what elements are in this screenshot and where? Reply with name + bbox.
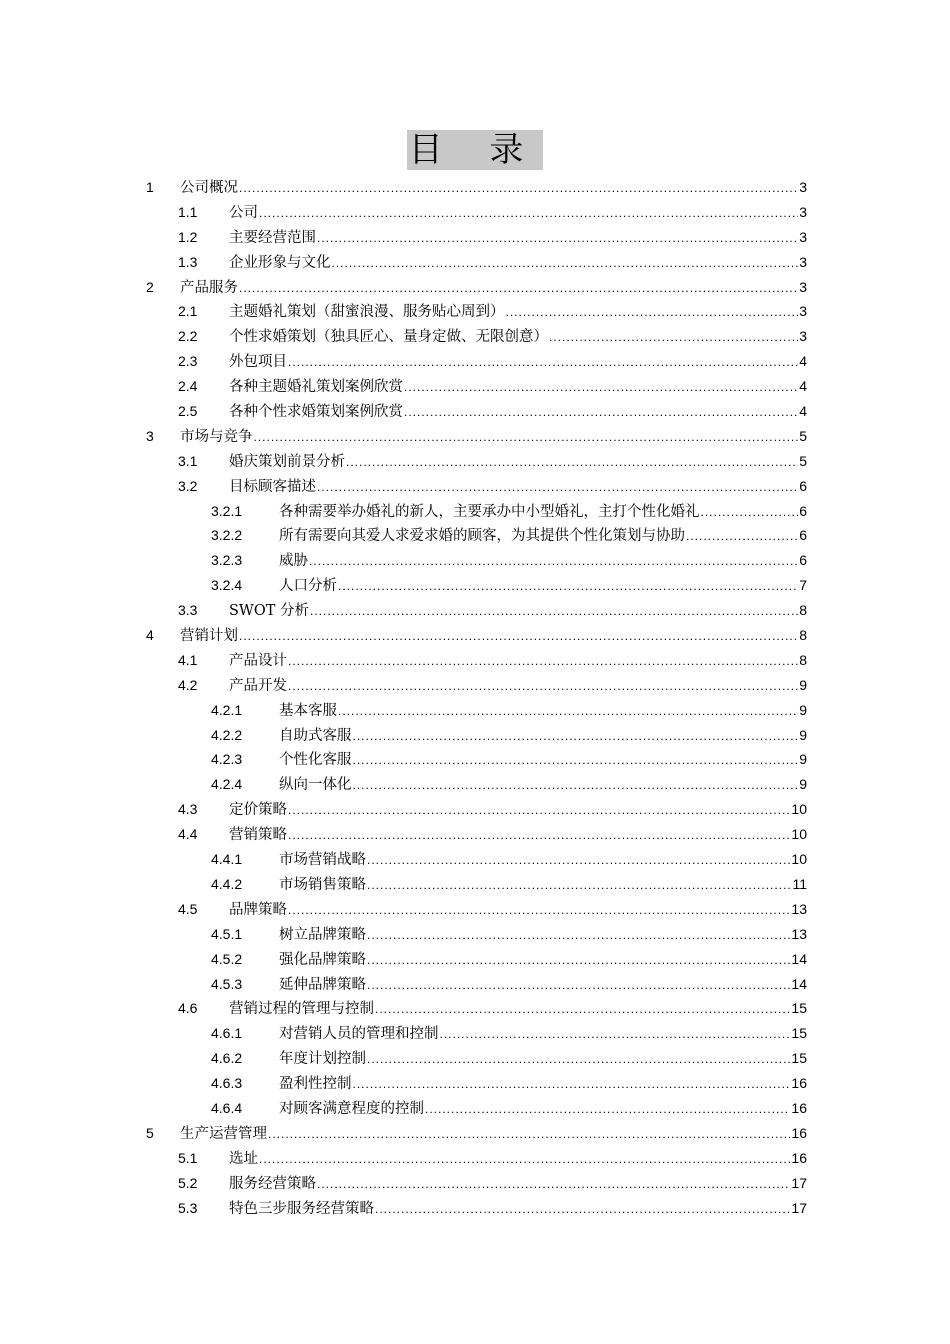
toc-entry-number: 3.2.4 [211, 577, 243, 594]
toc-entry-line [279, 1046, 807, 1072]
toc-entry-line [229, 399, 807, 425]
toc-entry-page-number: 13 [791, 925, 807, 942]
toc-entry-title: 品牌策略 [229, 901, 287, 918]
toc-entry-page-number: 16 [791, 1149, 807, 1166]
toc-entry-line [229, 474, 807, 500]
toc-entry-line [279, 1096, 807, 1122]
toc-entry-number: 5.1 [178, 1149, 198, 1166]
toc-entry-line [229, 299, 807, 325]
toc-entry[interactable] [0, 374, 950, 399]
toc-entry-page-number: 4 [799, 378, 807, 395]
toc-entry-page-number: 13 [791, 900, 807, 917]
toc-entry-page-number: 15 [791, 1025, 807, 1042]
toc-entry-title: 产品服务 [180, 279, 238, 296]
toc-entry-page-number: 17 [791, 1199, 807, 1216]
toc-entry-title: 对营销人员的管理和控制 [279, 1026, 439, 1043]
dot-leader [332, 251, 799, 276]
toc-entry-page-number: 16 [791, 1099, 807, 1116]
toc-entry-title: 所有需要向其爱人求爱求婚的顾客，为其提供个性化策划与协助 [279, 528, 685, 545]
toc-entry-line [229, 349, 807, 375]
dot-leader [239, 176, 798, 201]
toc-entry-title: 市场营销战略 [279, 852, 366, 869]
toc-entry-line [279, 1021, 807, 1047]
toc-entry-line [180, 275, 807, 301]
toc-entry-title: 基本客服 [279, 702, 337, 719]
toc-entry[interactable] [0, 1196, 950, 1221]
toc-entry-page-number: 14 [791, 950, 807, 967]
toc-entry-number: 1 [146, 179, 154, 195]
toc-entry-number: 3.3 [178, 602, 198, 619]
dot-leader [367, 1047, 790, 1072]
toc-entry[interactable] [0, 225, 950, 250]
toc-entry-title: 个性化客服 [279, 752, 352, 769]
toc-entry-title: 产品开发 [229, 677, 287, 694]
toc-entry-line [279, 747, 807, 773]
toc-entry[interactable] [0, 424, 950, 449]
toc-entry-page-number: 10 [791, 801, 807, 818]
dot-leader [338, 574, 798, 599]
toc-entry-page-number: 14 [791, 975, 807, 992]
toc-entry-line [279, 872, 807, 898]
toc-entry-page-number: 4 [799, 353, 807, 370]
toc-entry-number: 4.6.3 [211, 1075, 243, 1092]
toc-entry-line [180, 175, 807, 201]
toc-entry[interactable] [0, 947, 950, 972]
toc-entry-number: 4.2.4 [211, 776, 243, 793]
toc-entry-title: 主题婚礼策划（甜蜜浪漫、服务贴心周到） [229, 304, 505, 321]
toc-entry-number: 3.2.2 [211, 527, 243, 544]
toc-title-text: 目 录 [408, 130, 542, 170]
dot-leader [288, 898, 790, 923]
toc-entry[interactable] [0, 1171, 950, 1196]
toc-entry-title: 个性求婚策划（独具匠心、量身定做、无限创意） [229, 329, 548, 346]
toc-entry-line [229, 1171, 807, 1197]
dot-leader [317, 226, 798, 251]
toc-entry-number: 4.2.1 [211, 701, 243, 718]
dot-leader [309, 549, 798, 574]
toc-entry-number: 2.4 [178, 378, 198, 395]
toc-entry-page-number: 8 [799, 627, 807, 644]
dot-leader [317, 475, 798, 500]
toc-entry-title: 树立品牌策略 [279, 926, 366, 943]
toc-entry-line [279, 947, 807, 973]
dot-leader [367, 848, 790, 873]
toc-entry-title: 生产运营管理 [180, 1125, 267, 1142]
toc-entry-title: 营销过程的管理与控制 [229, 1001, 374, 1018]
toc-entry-line [279, 573, 807, 599]
toc-entry-page-number: 9 [799, 751, 807, 768]
toc-entry-title: 人口分析 [279, 578, 337, 595]
toc-entry-number: 1.2 [178, 228, 198, 245]
toc-entry-line [279, 723, 807, 749]
toc-entry[interactable] [0, 872, 950, 897]
toc-entry-number: 4.4 [178, 826, 198, 843]
toc-entry-title: 盈利性控制 [279, 1076, 352, 1093]
dot-leader [239, 276, 798, 301]
table-of-contents [0, 175, 950, 1220]
toc-entry-number: 4.6.1 [211, 1025, 243, 1042]
toc-entry-page-number: 9 [799, 776, 807, 793]
toc-entry[interactable] [0, 349, 950, 374]
dot-leader [268, 1122, 790, 1147]
toc-entry-page-number: 3 [799, 179, 807, 195]
toc-entry[interactable] [0, 449, 950, 474]
dot-leader [259, 201, 798, 226]
toc-entry-title: 各种个性求婚策划案例欣赏 [229, 404, 403, 421]
toc-entry-number: 4.5.2 [211, 950, 243, 967]
toc-entry-number: 4.5.3 [211, 975, 243, 992]
toc-entry[interactable] [0, 1096, 950, 1121]
toc-entry-line [279, 922, 807, 948]
toc-entry-page-number: 6 [799, 477, 807, 494]
toc-entry-title: 年度计划控制 [279, 1051, 366, 1068]
toc-entry-page-number: 3 [799, 253, 807, 270]
dot-leader [259, 1147, 790, 1172]
toc-entry[interactable] [0, 623, 950, 648]
toc-entry-title: 特色三步服务经营策略 [229, 1200, 374, 1217]
toc-entry-line [229, 822, 807, 848]
toc-entry-line [229, 1196, 807, 1222]
toc-entry[interactable] [0, 324, 950, 349]
toc-entry-title: 公司概况 [180, 180, 238, 196]
toc-entry-number: 5 [146, 1124, 154, 1141]
toc-entry-page-number: 3 [799, 278, 807, 295]
toc-entry-page-number: 6 [799, 502, 807, 519]
dot-leader [506, 300, 799, 325]
toc-entry-title: 纵向一体化 [279, 777, 352, 794]
toc-entry-page-number: 9 [799, 676, 807, 693]
toc-entry[interactable] [0, 723, 950, 748]
toc-entry-page-number: 16 [791, 1075, 807, 1092]
toc-entry[interactable] [0, 548, 950, 573]
toc-entry-number: 2.2 [178, 328, 198, 345]
toc-entry[interactable] [0, 1121, 950, 1146]
toc-entry-number: 3 [146, 427, 154, 444]
toc-entry-line [279, 698, 807, 724]
dot-leader [353, 773, 799, 798]
dot-leader [239, 624, 798, 649]
dot-leader [404, 400, 798, 425]
toc-entry[interactable] [0, 972, 950, 997]
toc-entry-number: 3.1 [178, 452, 198, 469]
toc-entry-number: 3.2.3 [211, 552, 243, 569]
dot-leader [288, 798, 790, 823]
toc-entry[interactable] [0, 1021, 950, 1046]
toc-entry-number: 4.2 [178, 676, 198, 693]
toc-entry-page-number: 17 [791, 1174, 807, 1191]
toc-entry-number: 1.3 [178, 253, 198, 270]
toc-entry[interactable] [0, 200, 950, 225]
toc-entry-number: 4.3 [178, 801, 198, 818]
dot-leader [375, 997, 790, 1022]
toc-entry-title: 对顾客满意程度的控制 [279, 1100, 424, 1117]
dot-leader [353, 748, 799, 773]
toc-entry[interactable] [0, 922, 950, 947]
toc-entry-page-number: 6 [799, 552, 807, 569]
toc-entry-page-number: 15 [791, 1050, 807, 1067]
toc-entry-line [229, 897, 807, 923]
toc-entry[interactable] [0, 573, 950, 598]
toc-entry[interactable] [0, 275, 950, 300]
toc-entry-title: 强化品牌策略 [279, 951, 366, 968]
toc-entry-line [180, 623, 807, 649]
toc-entry-title: 营销策略 [229, 827, 287, 844]
toc-entry[interactable] [0, 673, 950, 698]
toc-entry[interactable] [0, 797, 950, 822]
dot-leader [425, 1097, 790, 1122]
toc-entry-line [279, 523, 807, 549]
toc-entry-line [279, 1071, 807, 1097]
dot-leader [686, 524, 798, 549]
toc-entry-line [229, 797, 807, 823]
toc-entry-number: 3.2.1 [211, 502, 243, 519]
toc-entry[interactable] [0, 772, 950, 797]
toc-entry[interactable] [0, 598, 950, 623]
toc-entry-line [279, 847, 807, 873]
toc-entry-page-number: 3 [799, 228, 807, 245]
toc-entry[interactable] [0, 175, 950, 200]
toc-entry[interactable] [0, 698, 950, 723]
toc-entry[interactable] [0, 648, 950, 673]
toc-entry-number: 4.4.2 [211, 875, 243, 892]
toc-entry-number: 2 [146, 278, 154, 295]
dot-leader [353, 1072, 791, 1097]
dot-leader [338, 699, 798, 724]
toc-entry-title: 各种主题婚礼策划案例欣赏 [229, 379, 403, 396]
toc-entry[interactable] [0, 1046, 950, 1071]
toc-entry[interactable] [0, 996, 950, 1021]
toc-entry-title: 婚庆策划前景分析 [229, 453, 345, 470]
dot-leader [288, 823, 790, 848]
toc-entry[interactable] [0, 822, 950, 847]
toc-entry-title: 市场与竞争 [180, 428, 253, 445]
toc-entry-page-number: 3 [799, 203, 807, 220]
dot-leader [254, 425, 799, 450]
toc-entry-page-number: 9 [799, 726, 807, 743]
toc-entry-title: 产品设计 [229, 652, 287, 669]
toc-entry-title: 各种需要举办婚礼的新人，主要承办中小型婚礼，主打个性化婚礼 [279, 503, 700, 520]
toc-entry-page-number: 10 [791, 851, 807, 868]
toc-entry-title: SWOT 分析 [229, 603, 310, 620]
toc-entry-page-number: 8 [799, 651, 807, 668]
toc-entry-title: 外包项目 [229, 354, 287, 371]
toc-entry-line [229, 374, 807, 400]
toc-entry-number: 3.2 [178, 477, 198, 494]
toc-entry-page-number: 5 [799, 452, 807, 469]
toc-entry-page-number: 3 [799, 328, 807, 345]
dot-leader [310, 599, 798, 624]
toc-entry-number: 4.4.1 [211, 851, 243, 868]
dot-leader [549, 325, 798, 350]
toc-entry-page-number: 7 [799, 577, 807, 594]
toc-entry-number: 4.6.2 [211, 1050, 243, 1067]
toc-entry-title: 公司 [229, 204, 258, 221]
toc-entry-page-number: 5 [799, 427, 807, 444]
toc-entry-number: 4.6 [178, 1000, 198, 1017]
toc-entry-number: 5.2 [178, 1174, 198, 1191]
toc-entry-line [279, 972, 807, 998]
toc-entry-line [279, 548, 807, 574]
toc-entry-page-number: 8 [799, 602, 807, 619]
toc-entry-line [279, 772, 807, 798]
toc-entry-number: 2.1 [178, 303, 198, 320]
toc-entry-number: 4.5 [178, 900, 198, 917]
toc-entry-title: 定价策略 [229, 802, 287, 819]
toc-entry-title: 威胁 [279, 553, 308, 570]
toc-entry-line [180, 1121, 807, 1147]
toc-entry-page-number: 4 [799, 403, 807, 420]
toc-entry-title: 营销计划 [180, 628, 238, 645]
toc-entry-line [279, 499, 807, 525]
toc-entry-line [229, 200, 807, 226]
toc-entry-line [229, 648, 807, 674]
toc-entry[interactable] [0, 474, 950, 499]
toc-entry-line [229, 449, 807, 475]
toc-entry-title: 服务经营策略 [229, 1175, 316, 1192]
toc-entry-line [229, 250, 807, 276]
dot-leader [367, 948, 790, 973]
toc-entry-line [229, 673, 807, 699]
toc-entry-title: 市场销售策略 [279, 876, 366, 893]
dot-leader [346, 450, 798, 475]
toc-entry[interactable] [0, 299, 950, 324]
dot-leader [367, 873, 791, 898]
toc-entry-line [229, 996, 807, 1022]
toc-entry-number: 2.3 [178, 353, 198, 370]
toc-entry[interactable] [0, 499, 950, 524]
toc-entry-page-number: 15 [791, 1000, 807, 1017]
toc-entry-title: 目标顾客描述 [229, 478, 316, 495]
toc-entry[interactable] [0, 399, 950, 424]
toc-entry-title: 企业形象与文化 [229, 254, 331, 271]
toc-entry-title: 主要经营范围 [229, 229, 316, 246]
toc-entry[interactable] [0, 747, 950, 772]
dot-leader [288, 674, 798, 699]
dot-leader [367, 923, 790, 948]
toc-entry-line [229, 324, 807, 350]
dot-leader [440, 1022, 791, 1047]
toc-entry-number: 4.2.2 [211, 726, 243, 743]
toc-entry-number: 2.5 [178, 403, 198, 420]
dot-leader [375, 1197, 790, 1222]
toc-entry[interactable] [0, 250, 950, 275]
toc-entry-number: 4.5.1 [211, 925, 243, 942]
toc-entry[interactable] [0, 523, 950, 548]
toc-entry-page-number: 16 [791, 1124, 807, 1141]
toc-entry[interactable] [0, 847, 950, 872]
toc-entry-title: 延伸品牌策略 [279, 976, 366, 993]
dot-leader [317, 1172, 790, 1197]
toc-entry-page-number: 11 [792, 875, 807, 892]
toc-entry-title: 自助式客服 [279, 727, 352, 744]
toc-entry-number: 4.2.3 [211, 751, 243, 768]
dot-leader [404, 375, 798, 400]
dot-leader [288, 649, 798, 674]
toc-entry-page-number: 10 [791, 826, 807, 843]
dot-leader [353, 724, 799, 749]
toc-entry[interactable] [0, 1071, 950, 1096]
dot-leader [367, 973, 790, 998]
toc-entry-page-number: 3 [799, 303, 807, 320]
toc-entry-page-number: 9 [799, 701, 807, 718]
toc-entry-number: 5.3 [178, 1199, 198, 1216]
toc-entry-line [229, 225, 807, 251]
toc-heading [0, 130, 950, 170]
toc-entry-line [229, 598, 807, 624]
toc-entry-line [229, 1146, 807, 1172]
toc-entry-number: 4.6.4 [211, 1099, 243, 1116]
toc-entry-line [180, 424, 807, 450]
toc-entry-page-number: 6 [799, 527, 807, 544]
toc-entry-title: 选址 [229, 1150, 258, 1167]
dot-leader [288, 350, 798, 375]
dot-leader [701, 500, 799, 525]
toc-entry[interactable] [0, 897, 950, 922]
toc-entry[interactable] [0, 1146, 950, 1171]
toc-entry-number: 1.1 [178, 203, 198, 220]
toc-entry-number: 4 [146, 627, 154, 644]
toc-entry-number: 4.1 [178, 651, 198, 668]
